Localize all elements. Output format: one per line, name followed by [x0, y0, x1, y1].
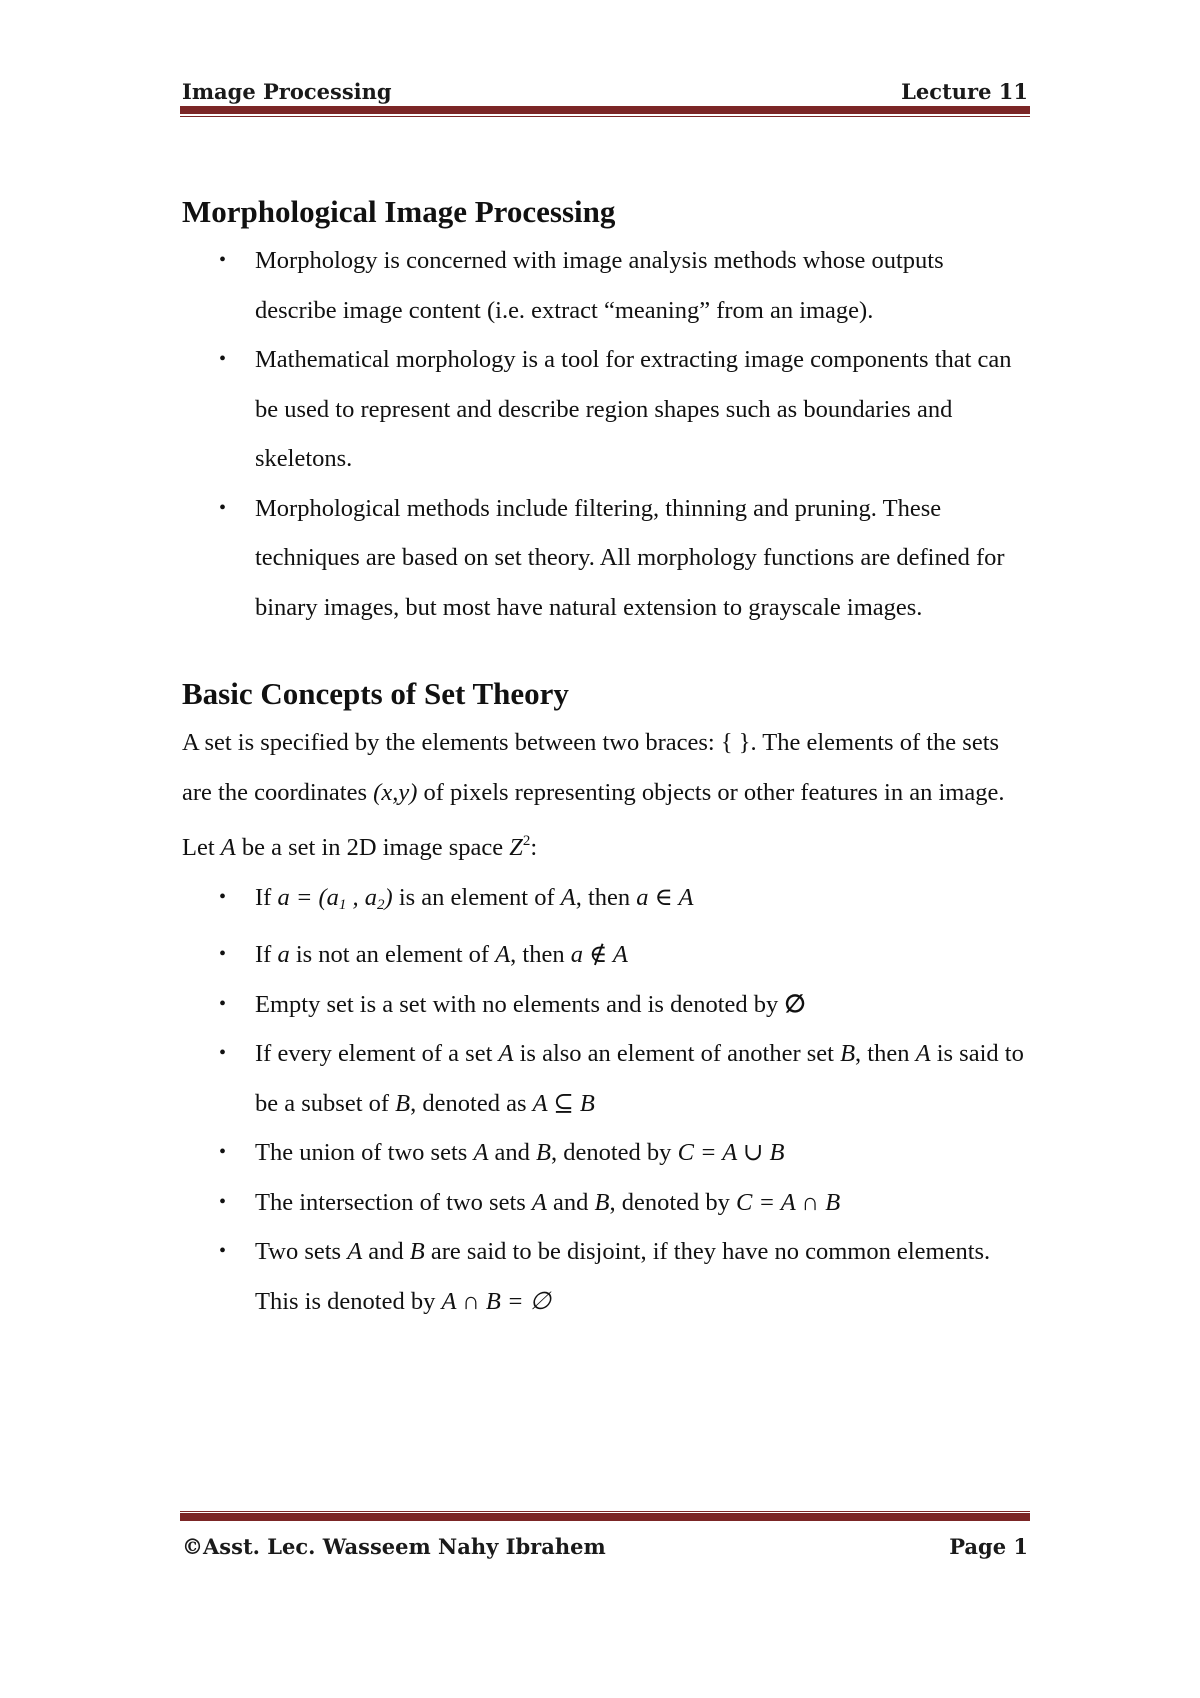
footer-page-number: Page 1	[949, 1533, 1028, 1559]
bullet-icon: •	[219, 992, 227, 1015]
subset-expression: A ⊆ B	[532, 1089, 595, 1117]
section-title-set-theory: Basic Concepts of Set Theory	[182, 676, 569, 711]
list-item: • Two sets A and B are said to be disjoint, if they have no common elements. This is denoted by A ∩ B = ∅	[182, 1227, 1028, 1326]
page-footer	[182, 1528, 1028, 1564]
bullet-icon: •	[219, 885, 227, 908]
header-rule	[180, 106, 1030, 114]
bullet-icon: •	[219, 943, 227, 965]
footer-author: ©Asst. Lec. Wasseem Nahy Ibrahem	[182, 1533, 606, 1559]
bullet-icon: •	[219, 1042, 227, 1064]
not-element-of-expression: a ∉ A	[570, 941, 628, 968]
list-item: • Mathematical morphology is a tool for extracting image components that can be used to represent and describe region shapes such as boundaries and skeletons.	[182, 335, 1028, 484]
list-item: • If a is not an element of A, then a ∉ A	[182, 930, 1028, 980]
header-lecture-number: Lecture 11	[901, 79, 1028, 104]
list-item: • Morphological methods include filtering, thinning and pruning. These techniques are based on set theory. All morphology functions are defined for binary images, but most have natural extension to grayscale images.	[182, 484, 1028, 633]
list-item: • The intersection of two sets A and B, denoted by C = A ∩ B	[182, 1178, 1028, 1228]
disjoint-expression: A ∩ B = ∅	[441, 1287, 552, 1315]
bullet-icon: •	[219, 348, 227, 370]
footer-rule-thin	[180, 1511, 1030, 1512]
list-item: • If every element of a set A is also an element of another set B, then A is said to be a subset of B, denoted as A ⊆ B	[182, 1029, 1028, 1128]
element-of-expression: a ∈ A	[636, 883, 694, 911]
bullet-icon: •	[219, 1141, 227, 1163]
intersection-expression: C = A ∩ B	[736, 1188, 841, 1216]
bullet-icon: •	[219, 496, 227, 519]
union-expression: C = A ∪ B	[677, 1139, 785, 1166]
bullet-icon: •	[219, 249, 227, 271]
section-title-morphology: Morphological Image Processing	[182, 194, 616, 229]
bullet-icon: •	[219, 1240, 227, 1262]
set-definition-paragraph: A set is specified by the elements between two braces: { }. The elements of the sets are the coordinates (x,y) of pixels representing objects or other features in an image.	[182, 729, 1005, 806]
list-item: • Empty set is a set with no elements and is denoted by ∅	[182, 980, 1028, 1030]
header-rule-thin	[180, 116, 1030, 117]
empty-set-symbol: ∅	[784, 990, 806, 1018]
page-content	[182, 188, 1028, 1326]
page-header	[182, 68, 1028, 104]
morphology-bullet-list	[182, 236, 1028, 632]
footer-rule	[180, 1513, 1030, 1521]
header-course-title: Image Processing	[182, 79, 392, 104]
list-item: • Morphology is concerned with image analysis methods whose outputs describe image content (i.e. extract “meaning” from an image).	[182, 236, 1028, 335]
image-space-paragraph: Let A be a set in 2D image space $Z^2$:	[182, 833, 538, 861]
bullet-icon: •	[219, 1190, 227, 1213]
list-item: • If $a = (a_1$ , $a_2$) is an element of A, then a ∈ A	[182, 873, 1028, 931]
set-theory-bullet-list	[182, 873, 1028, 1327]
list-item: • The union of two sets A and B, denoted by C = A ∪ B	[182, 1128, 1028, 1178]
